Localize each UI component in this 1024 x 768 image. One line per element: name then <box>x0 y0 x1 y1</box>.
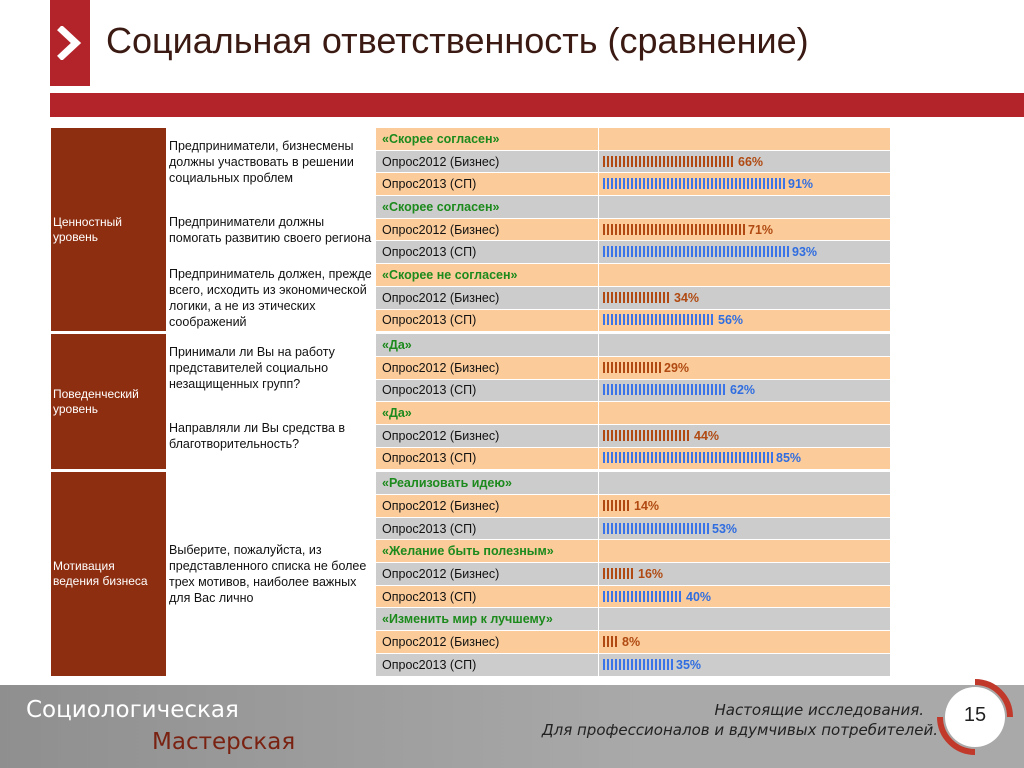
bar-value: 35% <box>676 657 702 672</box>
bar-fill <box>603 156 735 167</box>
table-row <box>51 472 891 495</box>
survey-label: Опрос2013 (СП) <box>376 517 599 540</box>
bar-value: 53% <box>712 521 738 536</box>
bar-value: 44% <box>694 428 720 443</box>
bar-value: 40% <box>686 589 712 604</box>
bar-fill <box>603 636 619 647</box>
bar-fill <box>603 568 635 579</box>
sp-bar-cell <box>599 173 891 196</box>
bar-fill <box>603 523 709 534</box>
question-cell: Предприниматели, бизнесмены должны участвовать в решении социальных проблем <box>167 128 376 196</box>
survey-label: Опрос2012 (Бизнес) <box>376 631 599 654</box>
sp-bar-cell <box>599 447 891 470</box>
survey-label: Опрос2012 (Бизнес) <box>376 286 599 309</box>
bar-fill <box>603 292 671 303</box>
bar-fill <box>603 362 661 373</box>
survey-label: Опрос2013 (СП) <box>376 241 599 264</box>
bar-value: 34% <box>674 290 700 305</box>
answer-option: «Скорее не согласен» <box>376 264 599 287</box>
bar-value: 29% <box>664 360 690 375</box>
category-cell: Поведенческий уровень <box>51 334 167 470</box>
bar-fill <box>603 452 773 463</box>
category-cell: Мотивация ведения бизнеса <box>51 472 167 676</box>
page-number: 15 <box>963 704 987 726</box>
sp-bar-cell <box>599 309 891 332</box>
biz-bar-cell <box>599 218 891 241</box>
survey-label: Опрос2012 (Бизнес) <box>376 495 599 518</box>
chevron-right-icon <box>56 26 84 60</box>
biz-bar-cell <box>599 150 891 173</box>
survey-label: Опрос2012 (Бизнес) <box>376 424 599 447</box>
table-row <box>51 402 891 425</box>
logo-chevron-box <box>50 0 90 86</box>
sp-bar-cell <box>599 653 891 676</box>
table-row <box>51 264 891 287</box>
question-cell: Предприниматели должны помогать развитию своего региона <box>167 196 376 264</box>
question-cell: Направляли ли Вы средства в благотворительность? <box>167 402 376 470</box>
survey-label: Опрос2013 (СП) <box>376 585 599 608</box>
tagline-line2: Для профессионалов и вдумчивых потребителей. <box>541 721 938 739</box>
footer-band <box>0 685 1024 768</box>
survey-label: Опрос2013 (СП) <box>376 173 599 196</box>
bar-fill <box>603 224 745 235</box>
answer-option: «Желание быть полезным» <box>376 540 599 563</box>
bar-value: 8% <box>622 634 641 649</box>
biz-bar-cell <box>599 424 891 447</box>
bar-fill <box>603 384 727 395</box>
table-row <box>51 334 891 357</box>
bar-value: 93% <box>792 245 818 260</box>
survey-label: Опрос2013 (СП) <box>376 379 599 402</box>
bar-fill <box>603 430 691 441</box>
sp-bar-cell <box>599 585 891 608</box>
bar-fill <box>603 591 683 602</box>
bar-value: 85% <box>776 451 802 466</box>
biz-bar-cell <box>599 286 891 309</box>
survey-label: Опрос2012 (Бизнес) <box>376 218 599 241</box>
slide-title: Социальная ответственность (сравнение) <box>106 20 809 61</box>
answer-option: «Скорее согласен» <box>376 196 599 219</box>
brand-name-line1: Социологическая <box>26 697 239 723</box>
sp-bar-cell <box>599 241 891 264</box>
bar-value: 14% <box>634 498 660 513</box>
survey-comparison-table <box>50 127 891 677</box>
category-cell: Ценностный уровень <box>51 128 167 332</box>
brand-name-line2: Мастерская <box>152 729 296 755</box>
title-underline-bar <box>50 93 1024 117</box>
bar-fill <box>603 246 789 257</box>
biz-bar-cell <box>599 631 891 654</box>
bar-fill <box>603 500 631 511</box>
bar-fill <box>603 178 785 189</box>
question-cell: Принимали ли Вы на работу представителей социально незащищенных групп? <box>167 334 376 402</box>
table-row <box>51 196 891 219</box>
biz-bar-cell <box>599 356 891 379</box>
biz-bar-cell <box>599 563 891 586</box>
survey-label: Опрос2012 (Бизнес) <box>376 563 599 586</box>
tagline-line1: Настоящие исследования. <box>714 701 924 719</box>
survey-label: Опрос2013 (СП) <box>376 309 599 332</box>
answer-option: «Изменить мир к лучшему» <box>376 608 599 631</box>
bar-value: 66% <box>738 154 764 169</box>
question-cell: Предприниматель должен, прежде всего, исходить из экономической логики, а не из этических соображений <box>167 264 376 332</box>
answer-option: «Реализовать идею» <box>376 472 599 495</box>
bar-value: 16% <box>638 566 664 581</box>
answer-option: «Скорее согласен» <box>376 128 599 151</box>
sp-bar-cell <box>599 379 891 402</box>
bar-value: 91% <box>788 177 814 192</box>
bar-value: 62% <box>730 383 756 398</box>
survey-label: Опрос2012 (Бизнес) <box>376 356 599 379</box>
sp-bar-cell <box>599 517 891 540</box>
biz-bar-cell <box>599 495 891 518</box>
bar-value: 71% <box>748 222 774 237</box>
answer-option: «Да» <box>376 334 599 357</box>
bar-fill <box>603 659 673 670</box>
bar-value: 56% <box>718 313 744 328</box>
survey-label: Опрос2012 (Бизнес) <box>376 150 599 173</box>
bar-fill <box>603 314 715 325</box>
survey-label: Опрос2013 (СП) <box>376 447 599 470</box>
table-row <box>51 128 891 151</box>
question-cell: Выберите, пожалуйста, из представленного списка не более трех мотивов, наиболее важных для Вас лично <box>167 472 376 676</box>
answer-option: «Да» <box>376 402 599 425</box>
survey-label: Опрос2013 (СП) <box>376 653 599 676</box>
